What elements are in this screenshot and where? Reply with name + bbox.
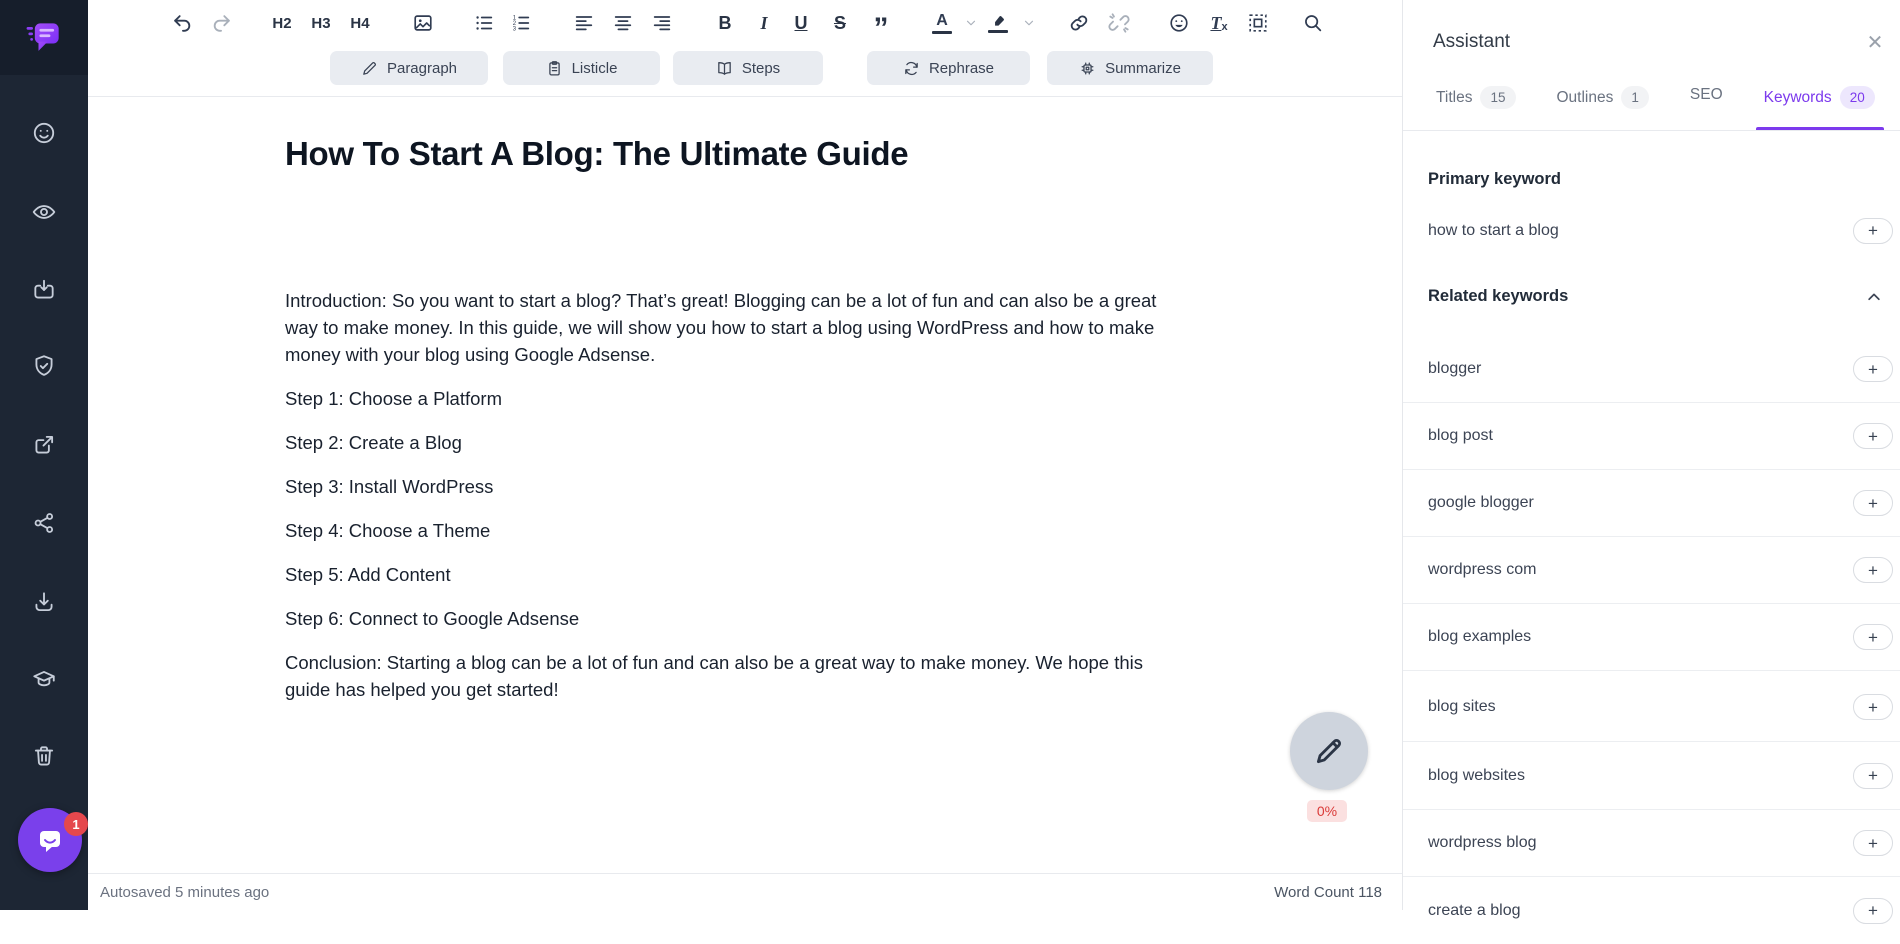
document-body xyxy=(88,97,1402,703)
open-book-icon xyxy=(716,60,733,77)
unlink-icon[interactable] xyxy=(1104,8,1134,38)
add-keyword-button[interactable]: + xyxy=(1853,356,1893,382)
step-line[interactable]: Step 3: Install WordPress xyxy=(285,476,494,497)
italic-button[interactable]: I xyxy=(760,12,768,33)
tab-keywords-label: Keywords xyxy=(1763,88,1832,106)
redo-icon[interactable] xyxy=(207,8,237,38)
paragraph-button-label: Paragraph xyxy=(386,59,458,77)
tab-titles-label: Titles xyxy=(1436,88,1473,106)
text-color-bar xyxy=(932,31,952,34)
add-keyword-button[interactable]: + xyxy=(1853,694,1893,720)
pencil-icon xyxy=(361,60,378,77)
keyword-row xyxy=(1403,810,1900,877)
keyword-label: wordpress com xyxy=(1428,561,1537,578)
strikethrough-button[interactable]: S xyxy=(833,12,846,33)
editor-statusbar xyxy=(88,873,1402,910)
search-icon[interactable] xyxy=(1298,8,1328,38)
add-keyword-button[interactable]: + xyxy=(1853,830,1893,856)
add-keyword-button[interactable]: + xyxy=(1853,490,1893,516)
bold-button[interactable]: B xyxy=(718,12,732,33)
chat-unread-badge: 1 xyxy=(64,812,88,836)
keyword-label: wordpress blog xyxy=(1428,834,1537,851)
steps-button-label: Steps xyxy=(741,59,781,77)
keyword-row xyxy=(1403,742,1900,810)
tab-outlines-badge: 1 xyxy=(1621,86,1649,109)
keyword-label: blog examples xyxy=(1428,628,1532,645)
rephrase-button-label: Rephrase xyxy=(928,59,995,77)
intro-paragraph[interactable]: Introduction: So you want to start a blog? That’s great! Blogging can be a lot of fun and can also be a great way to make money. In this guide, we will show you how to start a blog using WordPress and how to make money with your blog using Google Adsense. xyxy=(285,290,1157,365)
bullet-list-icon[interactable] xyxy=(469,8,499,38)
step-line[interactable]: Step 2: Create a Blog xyxy=(285,432,462,453)
related-keywords-heading: Related keywords xyxy=(1428,287,1569,305)
keyword-row xyxy=(1403,537,1900,604)
tab-outlines[interactable] xyxy=(1557,86,1649,109)
keyword-label: google blogger xyxy=(1428,494,1534,511)
tab-titles[interactable] xyxy=(1436,86,1516,109)
image-icon[interactable] xyxy=(408,8,438,38)
undo-icon[interactable] xyxy=(167,8,197,38)
text-color-icon[interactable] xyxy=(927,8,957,38)
keyword-row xyxy=(1403,336,1900,403)
underline-button[interactable]: U xyxy=(794,12,808,33)
keyword-row xyxy=(1403,877,1900,944)
progress-badge: 0% xyxy=(1307,800,1347,822)
close-icon[interactable]: ✕ xyxy=(1866,31,1884,54)
pencil-icon xyxy=(1312,734,1346,768)
step-line[interactable]: Step 5: Add Content xyxy=(285,564,451,585)
heading-2-button[interactable]: H2 xyxy=(272,14,292,32)
highlight-chevron-down-icon[interactable] xyxy=(1019,8,1039,38)
share-icon[interactable] xyxy=(24,503,64,543)
autosave-status: Autosaved 5 minutes ago xyxy=(100,884,270,901)
step-line[interactable]: Step 6: Connect to Google Adsense xyxy=(285,608,580,629)
svg-text:2: 2 xyxy=(512,21,517,28)
shield-check-icon[interactable] xyxy=(24,346,64,386)
tab-outlines-label: Outlines xyxy=(1556,88,1614,106)
heading-4-button[interactable]: H4 xyxy=(350,14,370,32)
link-icon[interactable] xyxy=(1064,8,1094,38)
add-keyword-button[interactable]: + xyxy=(1853,763,1893,789)
tabs-divider xyxy=(1403,130,1900,131)
align-right-icon[interactable] xyxy=(647,8,677,38)
graduation-cap-icon[interactable] xyxy=(24,659,64,699)
preview-eye-icon[interactable] xyxy=(24,192,64,232)
svg-text:3: 3 xyxy=(512,26,517,33)
keyword-row xyxy=(1403,470,1900,537)
step-line[interactable]: Step 4: Choose a Theme xyxy=(285,520,491,541)
document-title[interactable]: How To Start A Blog: The Ultimate Guide xyxy=(285,135,909,172)
tab-seo[interactable] xyxy=(1690,86,1723,104)
assistant-tabs xyxy=(1436,86,1875,130)
clear-format-icon[interactable] xyxy=(1204,8,1234,38)
assistant-panel xyxy=(1402,0,1900,920)
keyword-label: blog post xyxy=(1428,427,1493,444)
keyword-label: blogger xyxy=(1428,360,1482,377)
keyword-row xyxy=(1403,604,1900,671)
align-center-icon[interactable] xyxy=(608,8,638,38)
text-color-letter: A xyxy=(936,12,948,29)
highlight-bar xyxy=(988,30,1008,33)
refresh-icon xyxy=(903,60,920,77)
import-tray-icon[interactable] xyxy=(24,270,64,310)
highlight-icon[interactable] xyxy=(983,8,1013,38)
brand-chat-logo-icon xyxy=(22,16,66,60)
keyword-label: blog websites xyxy=(1428,766,1525,784)
write-fab-button[interactable] xyxy=(1290,712,1368,790)
text-color-chevron-down-icon[interactable] xyxy=(961,8,981,38)
numbered-list-icon[interactable] xyxy=(506,8,536,38)
clear-format-sub: x xyxy=(1221,20,1228,33)
primary-keyword-value: how to start a blog xyxy=(1428,221,1559,239)
tab-titles-badge: 15 xyxy=(1480,86,1515,109)
summarize-button-label: Summarize xyxy=(1105,59,1181,77)
add-keyword-button[interactable]: + xyxy=(1853,624,1893,650)
app-logo[interactable] xyxy=(0,0,88,75)
select-all-icon[interactable] xyxy=(1243,8,1273,38)
feedback-smiley-icon[interactable] xyxy=(24,113,64,153)
emoji-icon[interactable] xyxy=(1164,8,1194,38)
keyword-row xyxy=(1403,403,1900,470)
add-keyword-button[interactable]: + xyxy=(1853,898,1893,924)
add-keyword-button[interactable]: + xyxy=(1853,218,1893,244)
step-line[interactable]: Step 1: Choose a Platform xyxy=(285,388,502,409)
listicle-button[interactable] xyxy=(503,51,660,85)
add-keyword-button[interactable]: + xyxy=(1853,557,1893,583)
align-left-icon[interactable] xyxy=(569,8,599,38)
external-link-icon[interactable] xyxy=(24,425,64,465)
paragraph-button[interactable] xyxy=(330,51,488,85)
add-keyword-button[interactable]: + xyxy=(1853,423,1893,449)
steps-button[interactable] xyxy=(673,51,823,85)
tab-keywords[interactable] xyxy=(1764,86,1875,109)
svg-text:1: 1 xyxy=(512,15,517,22)
download-icon[interactable] xyxy=(24,582,64,622)
summarize-button[interactable] xyxy=(1047,51,1213,85)
tab-keywords-badge: 20 xyxy=(1840,86,1875,109)
document-editor[interactable] xyxy=(88,97,1402,873)
primary-keyword-row xyxy=(1403,197,1900,264)
panel-title: Assistant xyxy=(1433,31,1511,52)
left-sidebar xyxy=(0,0,88,910)
listicle-button-label: Listicle xyxy=(571,59,618,77)
keyword-row xyxy=(1403,673,1900,742)
word-count: Word Count 118 xyxy=(1274,884,1382,901)
clipboard-icon xyxy=(546,60,563,77)
rephrase-button[interactable] xyxy=(867,51,1030,85)
active-tab-underline xyxy=(1756,127,1884,130)
keyword-label: create a blog xyxy=(1428,901,1521,919)
editor-toolbar xyxy=(88,0,1402,97)
quote-icon[interactable]: ” xyxy=(873,12,889,45)
chevron-up-icon[interactable] xyxy=(1861,284,1887,310)
conclusion-paragraph[interactable]: Conclusion: Starting a blog can be a lot of fun and can also be a great way to make money. We hope this guide has helped you get started! xyxy=(285,652,1144,700)
primary-keyword-heading: Primary keyword xyxy=(1428,170,1561,188)
heading-3-button[interactable]: H3 xyxy=(311,14,331,32)
tab-seo-label: SEO xyxy=(1689,86,1723,103)
chip-icon xyxy=(1079,60,1096,77)
clear-format-letter: T xyxy=(1210,12,1222,33)
trash-icon[interactable] xyxy=(24,736,64,776)
keyword-label: blog sites xyxy=(1428,698,1496,715)
chat-bubble-icon xyxy=(34,824,66,856)
